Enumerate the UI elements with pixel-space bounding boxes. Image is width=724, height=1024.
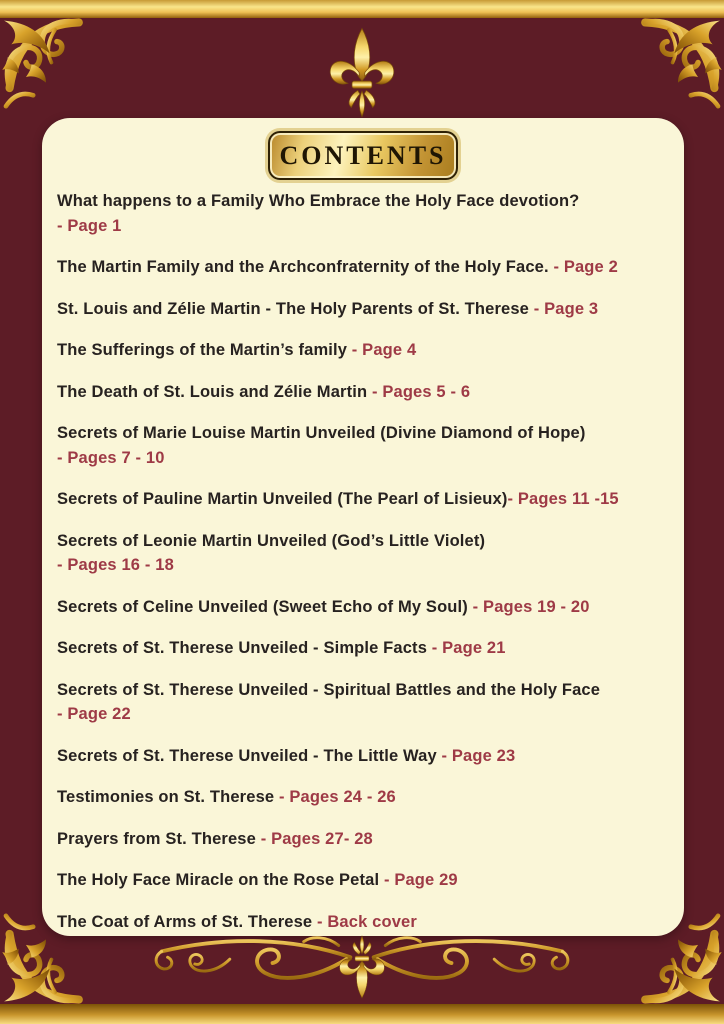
toc-entry bbox=[57, 487, 684, 512]
toc-entry bbox=[57, 529, 684, 578]
toc-entry-pages: - Back cover bbox=[316, 912, 417, 931]
toc-entry-pages: - Pages 27- 28 bbox=[260, 829, 373, 848]
toc-entry-pages: - Page 23 bbox=[441, 746, 516, 765]
toc-entry bbox=[57, 297, 684, 322]
toc-entry-pages: - Page 4 bbox=[351, 341, 417, 359]
toc-entry-pages: - Page 29 bbox=[383, 871, 458, 889]
toc-entry-title: The Sufferings of the Martin’s family bbox=[57, 341, 348, 359]
toc-entry bbox=[57, 868, 684, 893]
contents-badge-label: CONTENTS bbox=[279, 140, 447, 170]
toc-entry-pages: - Page 3 bbox=[533, 299, 599, 318]
toc-entry-title: Secrets of St. Therese Unveiled - The Little Way bbox=[57, 746, 437, 765]
toc-entry-title: The Death of St. Louis and Zélie Martin bbox=[57, 382, 368, 401]
toc-entry bbox=[57, 744, 684, 769]
toc-entry bbox=[57, 827, 684, 852]
toc-entry-pages: - Page 1 bbox=[57, 216, 122, 235]
toc-entry-title: Secrets of St. Therese Unveiled - Spiritual Battles and the Holy Face bbox=[57, 680, 601, 699]
toc-entry bbox=[57, 421, 684, 470]
bottom-gold-bar bbox=[0, 1004, 724, 1024]
toc-entry-title: Prayers from St. Therese bbox=[57, 829, 256, 848]
corner-flourish-icon bbox=[632, 17, 724, 119]
toc-entry bbox=[57, 595, 684, 620]
toc-entry bbox=[57, 380, 684, 405]
toc-entry-title: The Coat of Arms of St. Therese bbox=[57, 912, 313, 931]
toc-entry-pages: - Pages 5 - 6 bbox=[371, 382, 471, 401]
scroll-divider-icon bbox=[147, 930, 577, 1000]
toc-entry-title: Testimonies on St. Therese bbox=[57, 788, 275, 806]
toc-entry-title: St. Louis and Zélie Martin - The Holy Parents of St. Therese bbox=[57, 299, 529, 318]
toc-entry-pages: - Pages 7 - 10 bbox=[57, 448, 165, 467]
toc-entry-title: Secrets of Celine Unveiled (Sweet Echo of My Soul) bbox=[57, 597, 468, 616]
contents-card bbox=[42, 118, 684, 936]
top-gold-bar bbox=[0, 0, 724, 18]
toc-entry-pages: - Page 21 bbox=[431, 639, 506, 657]
contents-list bbox=[42, 180, 684, 934]
toc-entry bbox=[57, 785, 684, 810]
toc-entry bbox=[57, 338, 684, 363]
contents-badge bbox=[268, 131, 458, 180]
toc-entry bbox=[57, 636, 684, 661]
toc-entry-title: The Holy Face Miracle on the Rose Petal bbox=[57, 871, 380, 889]
toc-entry-title: Secrets of St. Therese Unveiled - Simple Facts bbox=[57, 639, 428, 657]
corner-flourish-icon bbox=[0, 17, 92, 119]
toc-entry bbox=[57, 678, 684, 727]
toc-entry-pages: - Pages 11 -15 bbox=[507, 490, 619, 508]
toc-entry-pages: - Page 2 bbox=[553, 258, 618, 276]
toc-entry-title: Secrets of Pauline Martin Unveiled (The Pearl of Lisieux) bbox=[57, 490, 508, 508]
toc-entry-pages: - Pages 19 - 20 bbox=[472, 597, 590, 616]
toc-entry-pages: - Pages 24 - 26 bbox=[278, 788, 396, 806]
toc-entry bbox=[57, 189, 684, 238]
toc-entry-title: What happens to a Family Who Embrace the Holy Face devotion? bbox=[57, 192, 580, 210]
toc-entry-pages: - Pages 16 - 18 bbox=[57, 556, 174, 574]
toc-entry-title: The Martin Family and the Archconfraternity of the Holy Face. bbox=[57, 258, 549, 276]
toc-entry-title: Secrets of Marie Louise Martin Unveiled (Divine Diamond of Hope) bbox=[57, 424, 586, 442]
fleur-de-lis-icon bbox=[302, 27, 422, 121]
toc-entry-pages: - Page 22 bbox=[57, 705, 131, 723]
toc-entry-title: Secrets of Leonie Martin Unveiled (God’s Little Violet) bbox=[57, 531, 486, 550]
toc-entry bbox=[57, 255, 684, 280]
